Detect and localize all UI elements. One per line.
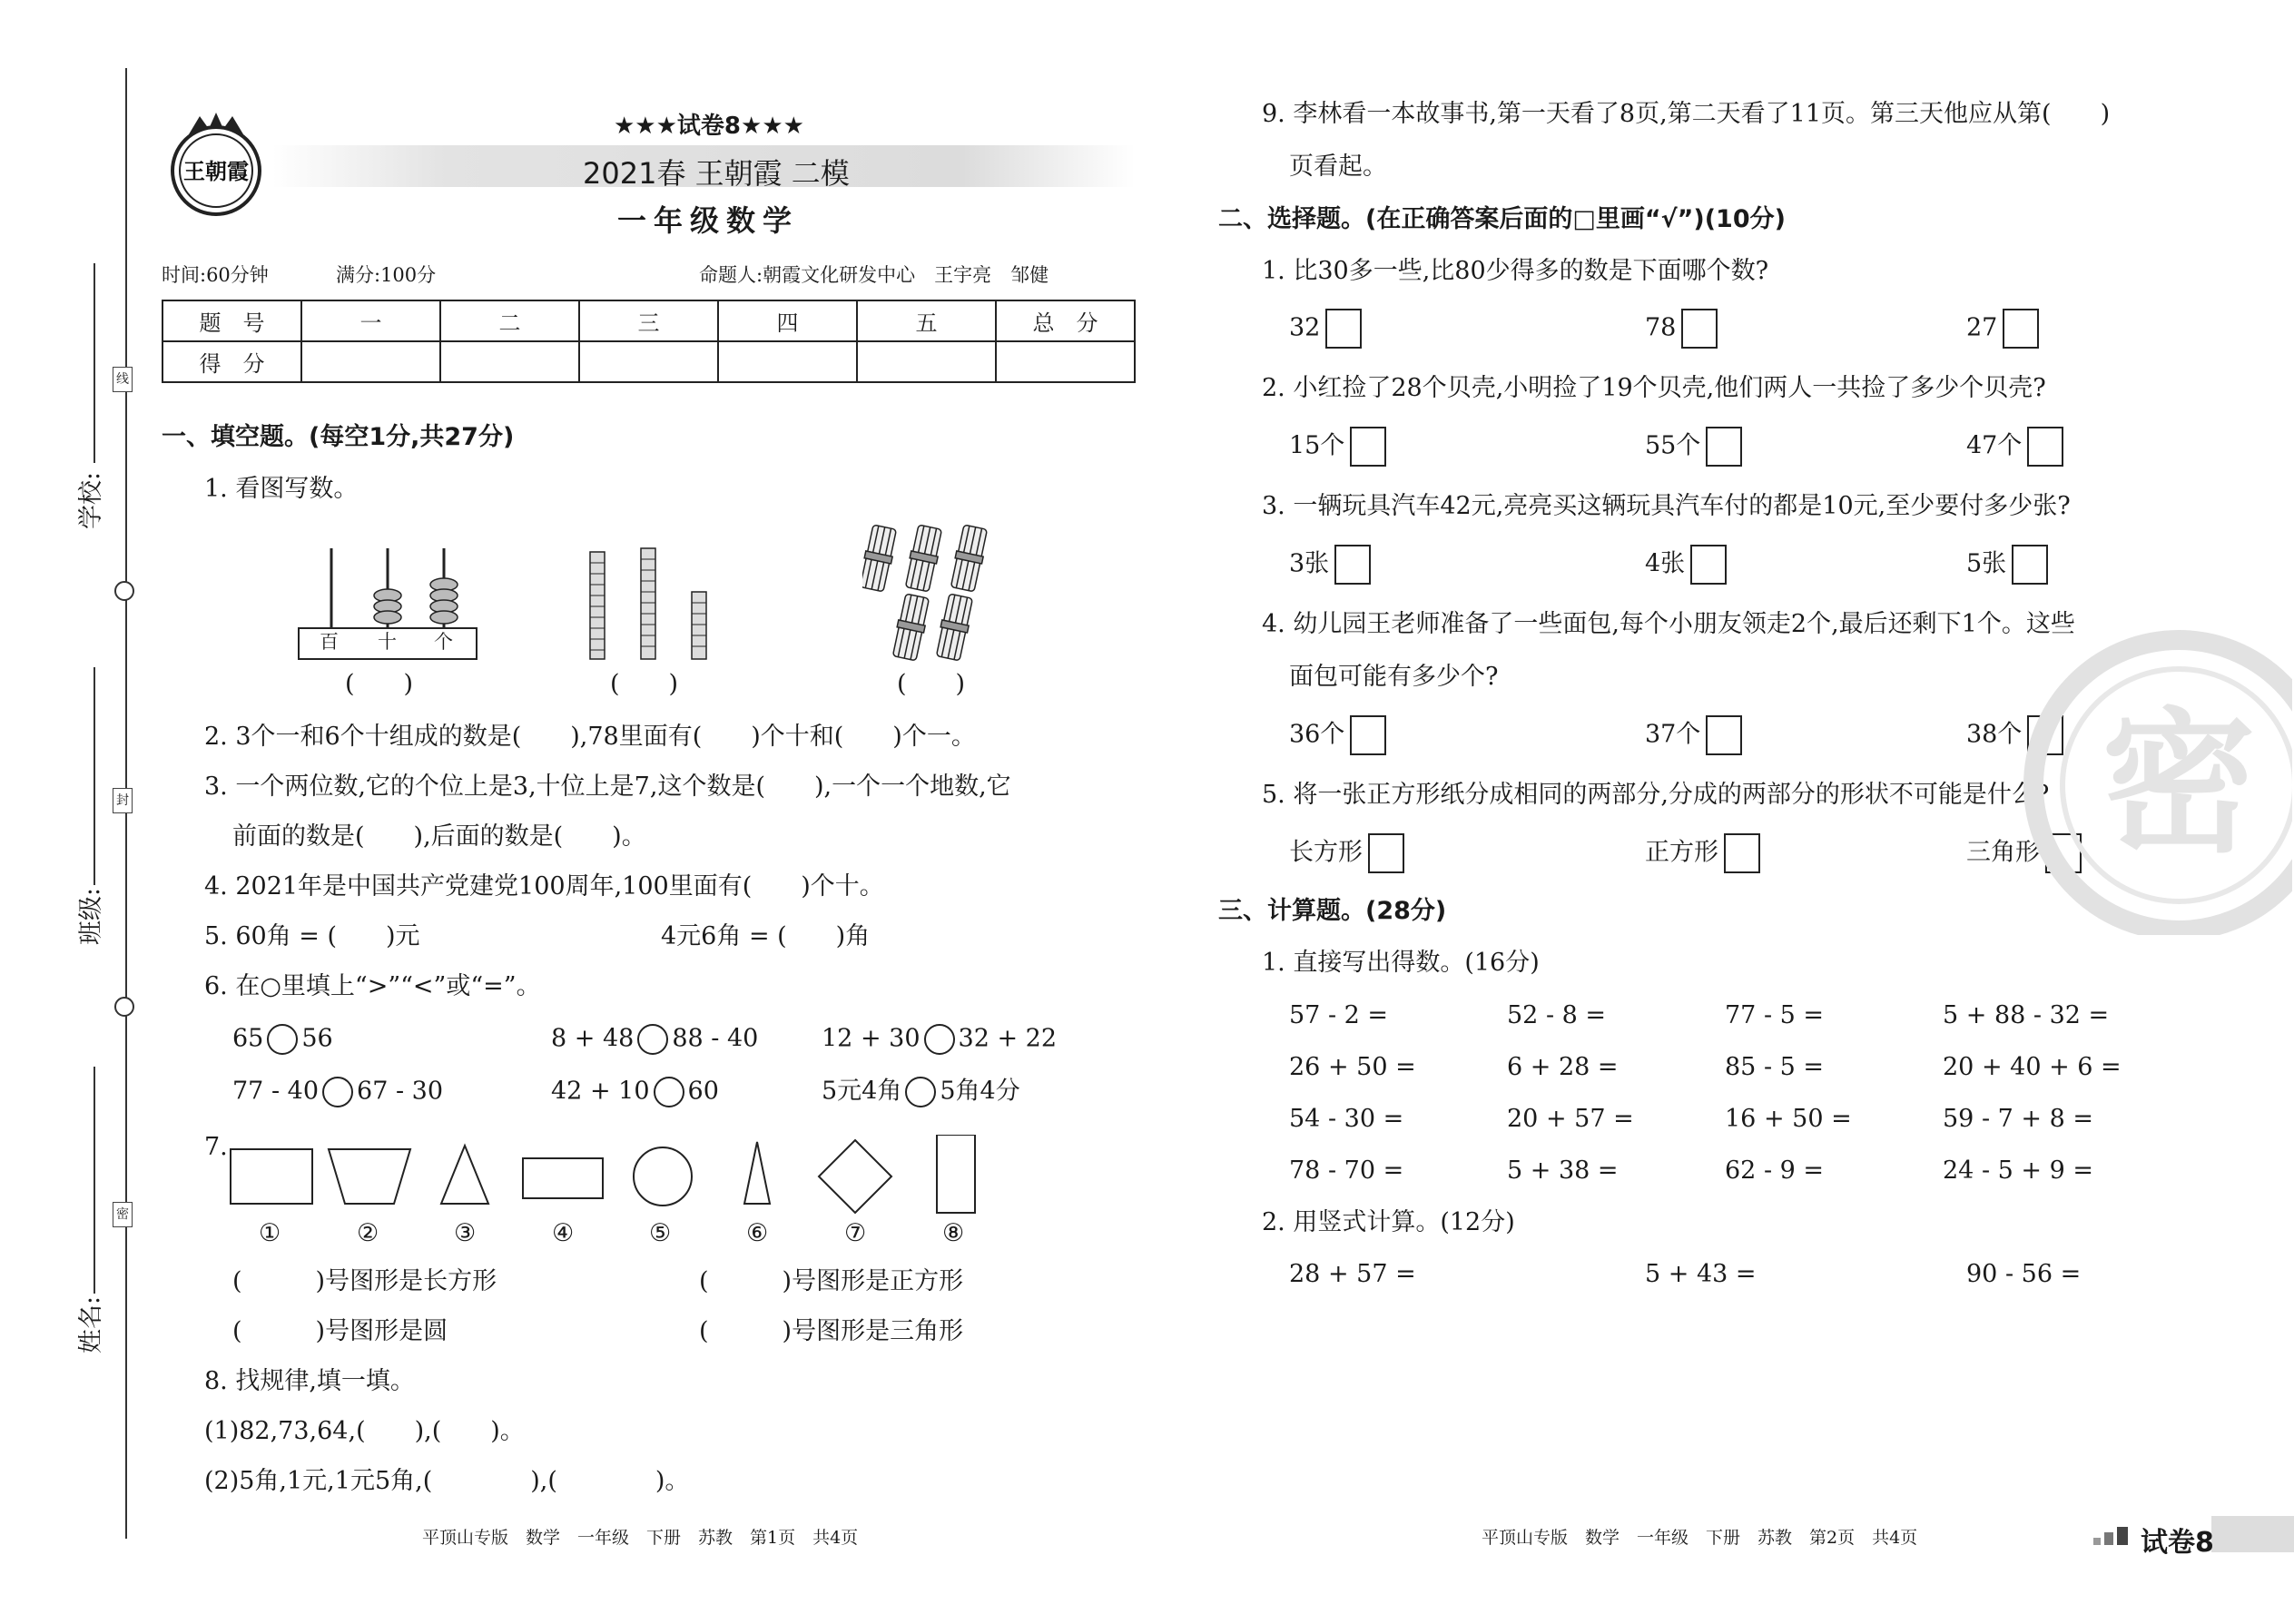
option	[1645, 715, 1742, 755]
class-label: 班级:	[77, 887, 106, 946]
option-label: 32	[1289, 313, 1321, 342]
option-checkbox[interactable]	[1724, 833, 1760, 873]
calc-item[interactable]: 24 - 5 + 9 =	[1943, 1156, 2093, 1185]
corner-tag-label: 试卷8	[2141, 1527, 2214, 1559]
score-header-cell: 二	[440, 300, 579, 341]
s1-q7-square[interactable]: ( )号图形是正方形	[699, 1267, 964, 1295]
compare-circle[interactable]	[637, 1024, 668, 1055]
option-label: 55个	[1645, 431, 1701, 460]
section1-title: 一、填空题。(每空1分,共27分)	[162, 423, 515, 451]
score-input-cell[interactable]	[718, 341, 857, 382]
compare-right: 5角4分	[940, 1077, 1020, 1106]
shape-1-rectangle	[231, 1149, 312, 1204]
abacus-label-ones: 个	[434, 631, 453, 653]
corner-tag	[2088, 1516, 2294, 1559]
option-label: 三角形	[1966, 838, 2040, 867]
score-table	[162, 300, 1136, 383]
score-header-cell: 四	[718, 300, 857, 341]
option	[1645, 309, 1718, 349]
seal-mark-seal: 封	[113, 788, 133, 813]
compare-item	[232, 1024, 333, 1055]
exam-full-marks: 满分:100分	[336, 264, 437, 286]
shape-number-4: ④	[552, 1219, 575, 1247]
calc-item[interactable]: 52 - 8 =	[1507, 1001, 1607, 1029]
s2-q2: 2. 小红捡了28个贝壳,小明捡了19个贝壳,他们两人一共捡了多少个贝壳?	[1262, 374, 2046, 402]
seal-mark-line: 线	[113, 367, 133, 392]
option-checkbox[interactable]	[1690, 545, 1727, 585]
score-header-cell: 一	[301, 300, 440, 341]
option-checkbox[interactable]	[1681, 309, 1718, 349]
vertical-calc-item[interactable]: 28 + 57 =	[1289, 1260, 1416, 1288]
s1-q1: 1. 看图写数。	[204, 475, 359, 503]
option	[1645, 833, 1760, 873]
s1-q3-line2: 前面的数是( ),后面的数是( )。	[232, 822, 646, 851]
s1-q7: 7.	[204, 1133, 228, 1161]
score-label-cell: 得 分	[162, 341, 301, 382]
s1-q7-triangle[interactable]: ( )号图形是三角形	[699, 1317, 964, 1345]
option	[1966, 309, 2039, 349]
s1-q7-rectangle[interactable]: ( )号图形是长方形	[232, 1267, 497, 1295]
abacus-label-tens: 十	[378, 631, 397, 653]
score-header-cell: 题 号	[162, 300, 301, 341]
option-checkbox[interactable]	[1706, 715, 1742, 755]
s2-q3: 3. 一辆玩具汽车42元,亮亮买这辆玩具汽车付的都是10元,至少要付多少张?	[1262, 492, 2071, 520]
s1-q2: 2. 3个一和6个十组成的数是( ),78里面有( )个十和( )个一。	[204, 723, 976, 751]
logo	[162, 109, 271, 218]
shape-number-5: ⑤	[649, 1219, 672, 1247]
shape-3-triangle	[441, 1146, 488, 1204]
shape-number-7: ⑦	[844, 1219, 867, 1247]
s2-q4-line2: 面包可能有多少个?	[1289, 663, 1499, 691]
calc-item[interactable]: 77 - 5 =	[1725, 1001, 1825, 1029]
option	[1966, 427, 2063, 467]
shape-number-2: ②	[357, 1219, 379, 1247]
option-checkbox[interactable]	[1706, 427, 1742, 467]
binding-knot-2	[114, 997, 134, 1017]
section2-title: 二、选择题。(在正确答案后面的□里画“√”)(10分)	[1218, 205, 1786, 233]
shape-number-1: ①	[259, 1219, 281, 1247]
option-label: 长方形	[1289, 838, 1363, 867]
option	[1289, 545, 1371, 585]
s3-q1: 1. 直接写出得数。(16分)	[1262, 949, 1540, 977]
option-checkbox[interactable]	[2003, 309, 2039, 349]
option	[1289, 309, 1362, 349]
option-label: 27	[1966, 313, 1998, 342]
option-checkbox[interactable]	[1325, 309, 1362, 349]
option-label: 78	[1645, 313, 1677, 342]
score-input-cell[interactable]	[440, 341, 579, 382]
shape-2-trapezoid	[329, 1149, 410, 1204]
s1-q5-b: 4元6角 = ( )角	[661, 922, 871, 950]
s1-q4: 4. 2021年是中国共产党建党100周年,100里面有( )个十。	[204, 872, 884, 901]
calc-item[interactable]: 85 - 5 =	[1725, 1053, 1825, 1081]
vertical-calc-item[interactable]: 5 + 43 =	[1645, 1260, 1757, 1288]
compare-left: 77 - 40	[232, 1077, 320, 1106]
score-input-cell[interactable]	[301, 341, 440, 382]
shape-number-3: ③	[454, 1219, 477, 1247]
exam-subtitle: 一年级数学	[617, 203, 800, 238]
calc-item[interactable]: 20 + 57 =	[1507, 1105, 1634, 1133]
name-label: 姓名:	[77, 1295, 106, 1354]
q9-line2: 页看起。	[1289, 153, 1387, 181]
compare-left: 42 + 10	[551, 1077, 650, 1106]
calc-item[interactable]: 5 + 88 - 32 =	[1943, 1001, 2110, 1029]
option	[1966, 545, 2048, 585]
compare-right: 56	[301, 1024, 333, 1053]
option-label: 38个	[1966, 720, 2023, 749]
right-footer: 平顶山专版 数学 一年级 下册 苏教 第2页 共4页	[1482, 1528, 1918, 1548]
compare-circle[interactable]	[924, 1024, 955, 1055]
calc-item[interactable]: 6 + 28 =	[1507, 1053, 1619, 1081]
s2-q5: 5. 将一张正方形纸分成相同的两部分,分成的两部分的形状不可能是什么?	[1262, 781, 2050, 809]
score-input-cell[interactable]	[857, 341, 996, 382]
s1-q8-1: (1)82,73,64,( ),( )。	[204, 1417, 525, 1445]
compare-right: 88 - 40	[672, 1024, 759, 1053]
q9-line1: 9. 李林看一本故事书,第一天看了8页,第二天看了11页。第三天他应从第( )	[1262, 100, 2111, 128]
score-header-cell: 五	[857, 300, 996, 341]
compare-right: 32 + 22	[958, 1024, 1058, 1053]
logo-text: 王朝霞	[183, 158, 249, 184]
calc-item[interactable]: 59 - 7 + 8 =	[1943, 1105, 2093, 1133]
option-label: 4张	[1645, 549, 1686, 578]
seal-mark-dense: 密	[113, 1202, 133, 1227]
ten-rods-figure	[581, 545, 717, 663]
shape-8-rectangle	[937, 1135, 975, 1213]
compare-item	[551, 1077, 719, 1107]
compare-item	[551, 1024, 758, 1055]
compare-item	[232, 1077, 443, 1107]
score-header-cell: 总 分	[996, 300, 1135, 341]
option-label: 正方形	[1645, 838, 1718, 867]
s2-q1: 1. 比30多一些,比80少得多的数是下面哪个数?	[1262, 257, 1769, 285]
compare-circle[interactable]	[905, 1077, 936, 1107]
calc-item[interactable]: 26 + 50 =	[1289, 1053, 1416, 1081]
option-checkbox[interactable]	[1350, 715, 1386, 755]
score-input-cell[interactable]	[579, 341, 718, 382]
shapes-figure	[227, 1135, 1026, 1216]
option-checkbox[interactable]	[2027, 427, 2063, 467]
compare-left: 65	[232, 1024, 264, 1053]
name-line[interactable]	[94, 1067, 95, 1294]
shape-number-8: ⑧	[942, 1219, 965, 1247]
score-header-cell: 三	[579, 300, 718, 341]
s1-q8: 8. 找规律,填一填。	[204, 1367, 415, 1395]
vertical-calc-item[interactable]: 90 - 56 =	[1966, 1260, 2082, 1288]
compare-left: 5元4角	[822, 1077, 902, 1106]
calc-item[interactable]: 5 + 38 =	[1507, 1156, 1619, 1185]
shape-6-triangle	[744, 1142, 770, 1204]
option-label: 37个	[1645, 720, 1701, 749]
school-label: 学校:	[77, 471, 106, 530]
shape-number-6: ⑥	[746, 1219, 769, 1247]
answer-blank-rods[interactable]: ( )	[610, 670, 679, 698]
calc-item[interactable]: 62 - 9 =	[1725, 1156, 1825, 1185]
exam-authors: 命题人:朝霞文化研发中心 王宇亮 邹健	[699, 264, 1049, 286]
s3-q2: 2. 用竖式计算。(12分)	[1262, 1208, 1515, 1236]
option-checkbox[interactable]	[1334, 545, 1371, 585]
option-label: 3张	[1289, 549, 1330, 578]
school-line[interactable]	[94, 263, 95, 463]
stick-bundles-figure	[862, 519, 1017, 664]
exam-time: 时间:60分钟	[162, 264, 269, 286]
option	[1289, 427, 1386, 467]
option-checkbox[interactable]	[1350, 427, 1386, 467]
score-input-cell[interactable]	[996, 341, 1135, 382]
compare-left: 8 + 48	[551, 1024, 635, 1053]
option-label: 15个	[1289, 431, 1345, 460]
shape-7-square	[819, 1140, 891, 1213]
compare-right: 60	[687, 1077, 719, 1106]
s1-q8-2: (2)5角,1元,1元5角,( ),( )。	[204, 1467, 690, 1495]
shape-4-rectangle	[523, 1158, 603, 1198]
calc-item[interactable]: 78 - 70 =	[1289, 1156, 1404, 1185]
compare-right: 67 - 30	[357, 1077, 444, 1106]
class-line[interactable]	[94, 667, 95, 885]
answer-blank-abacus[interactable]: ( )	[345, 670, 414, 698]
compare-circle[interactable]	[267, 1024, 298, 1055]
shape-5-circle	[634, 1147, 692, 1206]
compare-left: 12 + 30	[822, 1024, 921, 1053]
calc-item[interactable]: 54 - 30 =	[1289, 1105, 1404, 1133]
compare-item	[822, 1024, 1057, 1055]
option-label: 36个	[1289, 720, 1345, 749]
binding-knot-1	[114, 581, 134, 601]
option	[1645, 427, 1742, 467]
compare-item	[822, 1077, 1020, 1107]
corner-squares-icon	[2093, 1525, 2141, 1547]
exam-title: 2021春 王朝霞 二模	[583, 156, 850, 191]
s1-q3-line1: 3. 一个两位数,它的个位上是3,十位上是7,这个数是( ),一个一个地数,它	[204, 773, 1011, 801]
dense-watermark-stamp	[2020, 626, 2292, 935]
option	[1289, 715, 1386, 755]
stamp-text: 密	[2101, 694, 2257, 874]
left-footer: 平顶山专版 数学 一年级 下册 苏教 第1页 共4页	[422, 1528, 859, 1548]
calc-item[interactable]: 16 + 50 =	[1725, 1105, 1852, 1133]
option-checkbox[interactable]	[2012, 545, 2048, 585]
s1-q6: 6. 在○里填上“>”“<”或“=”。	[204, 972, 541, 1000]
option	[1289, 833, 1404, 873]
s2-q4-line1: 4. 幼儿园王老师准备了一些面包,每个小朋友领走2个,最后还剩下1个。这些	[1262, 610, 2075, 638]
s1-q5-a: 5. 60角 = ( )元	[204, 922, 420, 950]
option-checkbox[interactable]	[1368, 833, 1404, 873]
option	[1645, 545, 1727, 585]
abacus-label-hundreds: 百	[320, 631, 339, 653]
compare-circle[interactable]	[654, 1077, 684, 1107]
calc-item[interactable]: 57 - 2 =	[1289, 1001, 1389, 1029]
option-label: 5张	[1966, 549, 2007, 578]
exam-number: ★★★试卷8★★★	[614, 113, 804, 140]
calc-item[interactable]: 20 + 40 + 6 =	[1943, 1053, 2122, 1081]
answer-blank-sticks[interactable]: ( )	[897, 670, 966, 698]
section3-title: 三、计算题。(28分)	[1218, 897, 1447, 925]
compare-circle[interactable]	[322, 1077, 353, 1107]
s1-q7-circle[interactable]: ( )号图形是圆	[232, 1317, 448, 1345]
option-label: 47个	[1966, 431, 2023, 460]
